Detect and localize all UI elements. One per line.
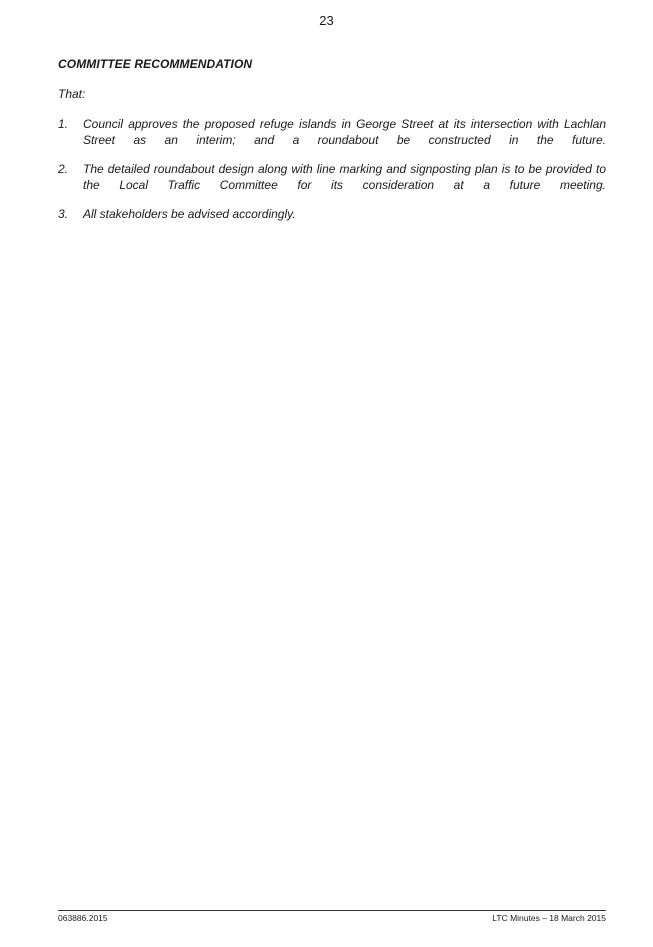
- recommendation-number: 3.: [58, 207, 69, 221]
- section-heading: COMMITTEE RECOMMENDATION: [58, 57, 253, 71]
- page-number: 23: [319, 13, 334, 28]
- intro-text: That:: [58, 87, 86, 101]
- recommendation-text: All stakeholders be advised accordingly.: [83, 207, 296, 221]
- recommendation-item: [58, 117, 606, 148]
- recommendation-number: 2.: [58, 162, 69, 176]
- footer-document-number: 063886.2015: [58, 913, 108, 923]
- footer-document-title: LTC Minutes – 18 March 2015: [492, 913, 606, 923]
- recommendation-list: [58, 117, 606, 237]
- footer-divider: [58, 910, 606, 911]
- recommendation-item: [58, 207, 606, 223]
- recommendation-text: The detailed roundabout design along with line marking and signposting plan is to be provided to the Local Traffic Committee for its consideration at a future meeting.: [83, 162, 606, 192]
- recommendation-item: [58, 162, 606, 193]
- recommendation-text: Council approves the proposed refuge islands in George Street at its intersection with Lachlan Street as an interim; and a roundabout be constructed in the future.: [83, 117, 606, 147]
- recommendation-number: 1.: [58, 117, 69, 131]
